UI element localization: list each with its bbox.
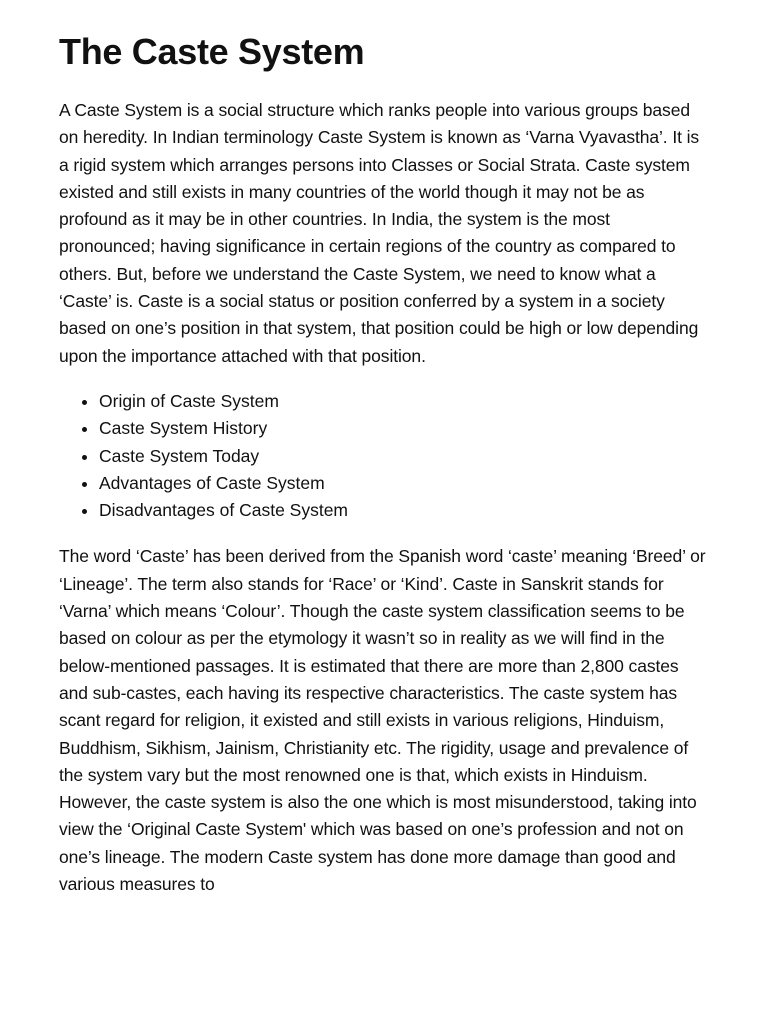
toc-item-history: • Caste System History: [99, 415, 710, 442]
page-title: The Caste System: [59, 31, 365, 72]
table-of-contents: [59, 388, 710, 524]
body-paragraph: The word ‘Caste’ has been derived from the Spanish word ‘caste’ meaning ‘Breed’ or ‘Lineage’. The term also stands for ‘Race’ or ‘Kind’. Caste in Sanskrit stands for ‘Varna’ which means ‘Colour’. Though the caste system classification seems to be based on colour as per the etymology it wasn’t so in reality as we will find in the below-mentioned passages. It is estimated that there are more than 2,800 castes and sub-castes, each having its respective characteristics. The caste system has scant regard for religion, it existed and still exists in various religions, Hinduism, Buddhism, Sikhism, Jainism, Christianity etc. The rigidity, usage and prevalence of the system vary but the most renowned one is that, which exists in Hinduism. However, the caste system is also the one which is most misunderstood, taking into view the ‘Original Caste System' which was based on one’s profession and not on one’s lineage. The modern Caste system has done more damage than good and various measures to: [59, 546, 706, 895]
toc-item-advantages: • Advantages of Caste System: [99, 470, 710, 497]
toc-item-origin: • Origin of Caste System: [99, 388, 710, 415]
intro-paragraph: A Caste System is a social structure which ranks people into various groups based on heredity. In Indian terminology Caste System is known as ‘Varna Vyavastha’. It is a rigid system which arranges persons into Classes or Social Strata. Caste system existed and still exists in many countries of the world though it may not be as profound as it may be in other countries. In India, the system is the most pronounced; having significance in certain regions of the country as compared to others. But, before we understand the Caste System, we need to know what a ‘Caste’ is. Caste is a social status or position conferred by a system in a society based on one’s position in that system, that position could be high or low depending upon the importance attached with that position.: [59, 100, 700, 366]
toc-item-today: • Caste System Today: [99, 443, 710, 470]
toc-item-disadvantages: • Disadvantages of Caste System: [99, 497, 710, 524]
